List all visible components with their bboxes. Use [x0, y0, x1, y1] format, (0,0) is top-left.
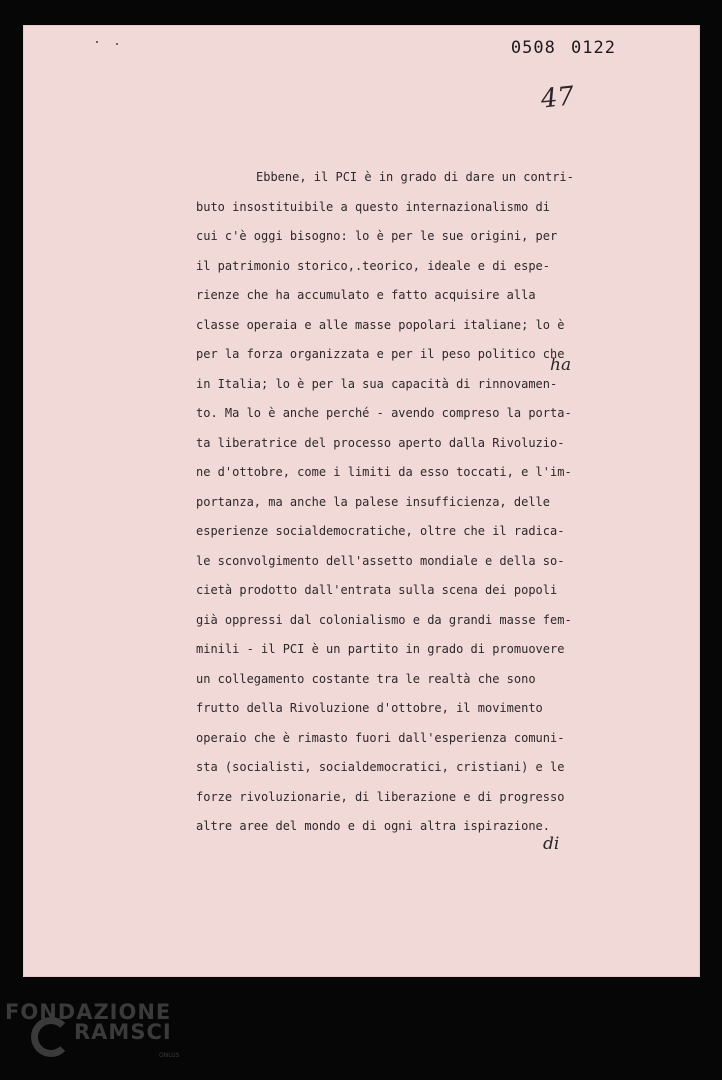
margin-dot-mark [116, 43, 118, 45]
text-line: minili - il PCI è un partito in grado di promuovere [196, 642, 565, 656]
text-line: esperienze socialdemocratiche, oltre che il radica- [196, 524, 565, 538]
text-line: un collegamento costante tra le realtà che sono [196, 671, 536, 686]
typed-body-text [196, 163, 616, 842]
fondazione-gramsci-watermark [5, 1000, 185, 1072]
watermark-g-logo-icon [31, 1017, 71, 1057]
text-line: per la forza organizzata e per il peso politico che [196, 347, 565, 361]
text-line: ta liberatrice del processo aperto dalla Rivoluzio- [196, 435, 565, 450]
text-line: rienze che ha accumulato e fatto acquisire alla [196, 288, 536, 302]
text-line: classe operaia e alle masse popolari italiane; lo è [196, 317, 565, 332]
text-line: le sconvolgimento dell'assetto mondiale e della so- [196, 553, 565, 568]
text-line: buto insostituibile a questo internazionalismo di [196, 199, 551, 214]
text-line: cietà prodotto dall'entrata sulla scena dei popoli [196, 583, 558, 597]
text-line: già oppressi dal colonialismo e da grandi masse fem- [196, 612, 572, 627]
text-line: operaio che è rimasto fuori dall'esperienza comuni- [196, 730, 565, 745]
document-page [23, 25, 700, 977]
text-line: cui c'è oggi bisogno: lo è per le sue origini, per [196, 229, 558, 243]
text-line: altre aree del mondo e di ogni altra ispirazione. [196, 819, 551, 833]
margin-dot-mark [96, 41, 98, 43]
handwritten-insert-di: di [543, 834, 560, 854]
watermark-line-gramsci: RAMSCI [74, 1020, 172, 1044]
watermark-line-onlus: ONLUS [159, 1052, 180, 1059]
text-line: in Italia; lo è per la sua capacità di rinnovamen- [196, 376, 558, 391]
text-line: frutto della Rivoluzione d'ottobre, il movimento [196, 701, 543, 715]
watermark-line-fondazione: FONDAZIONE [5, 1000, 172, 1024]
text-line: ne d'ottobre, come i limiti da esso toccati, e l'im- [196, 465, 572, 479]
handwritten-page-number: 47 [539, 81, 576, 115]
text-line: forze rivoluzionarie, di liberazione e di progresso [196, 789, 565, 804]
text-line: il patrimonio storico,.teorico, ideale e di espe- [196, 258, 551, 273]
text-line: portanza, ma anche la palese insufficienza, delle [196, 494, 551, 509]
text-line: Ebbene, il PCI è in grado di dare un contri- [256, 170, 574, 184]
text-line: to. Ma lo è anche perché - avendo compreso la porta- [196, 406, 572, 420]
text-line: sta (socialisti, socialdemocratici, cristiani) e le [196, 760, 565, 774]
handwritten-insert-ha: ha [550, 355, 572, 375]
archive-number: 0508 0122 [510, 38, 616, 58]
